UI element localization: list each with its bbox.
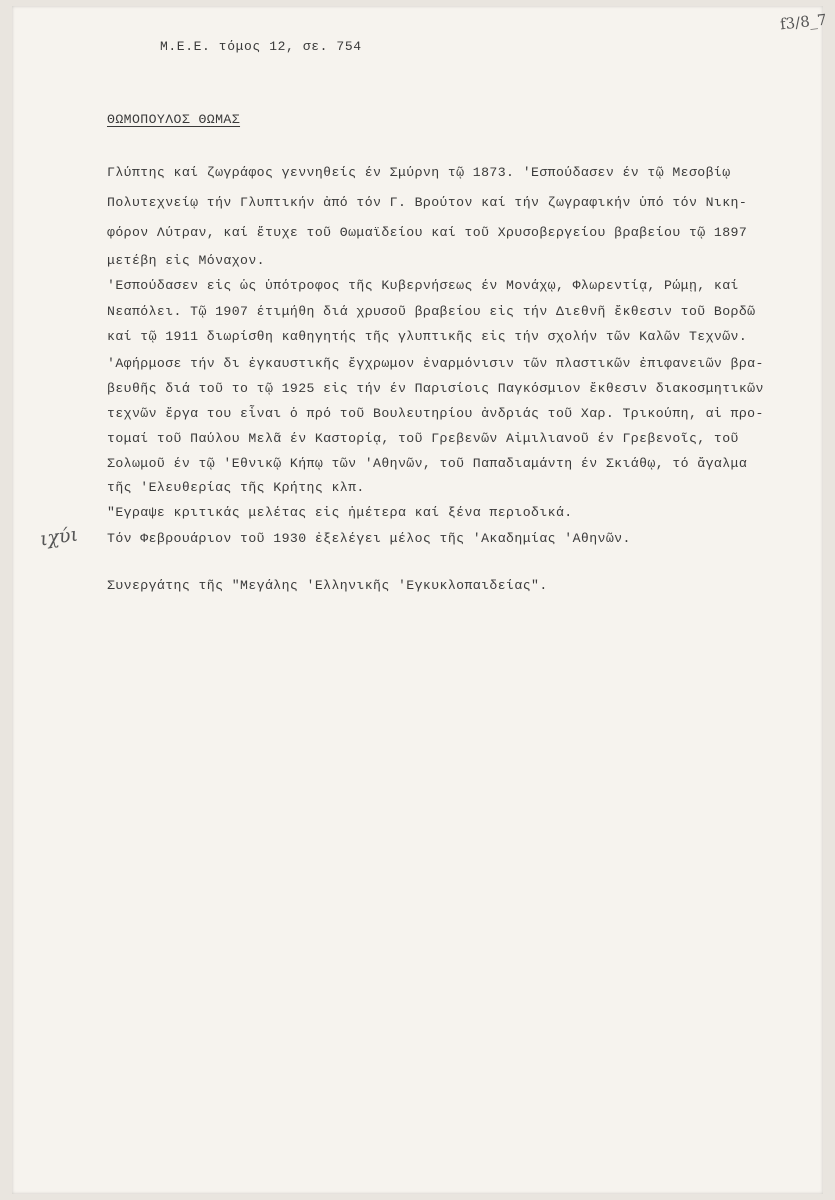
body-line: καί τῷ 1911 διωρίσθη καθηγητής τῆς γλυπτικῆς εἰς τήν σχολήν τῶν Καλῶν Τεχνῶν. bbox=[107, 329, 748, 344]
entry-title: ΘΩΜΟΠΟΥΛΟΣ ΘΩΜΑΣ bbox=[107, 112, 241, 127]
body-line: 'Αφήρμοσε τήν δι ἐγκαυστικῆς ἔγχρωμον ἐναρμόνισιν τῶν πλαστικῶν ἐπιφανειῶν βρα- bbox=[107, 356, 764, 371]
document-page bbox=[12, 6, 828, 1194]
body-line: τῆς 'Ελευθερίας τῆς Κρήτης κλπ. bbox=[107, 480, 365, 495]
body-line: 'Εσπούδασεν εἰς ὡς ὑπότροφος τῆς Κυβερνήσεως έν Μονάχῳ, Φλωρεντίᾳ, Ρώμῃ, καί bbox=[107, 278, 739, 293]
contributor-note: Συνεργάτης τῆς "Μεγάλης 'Ελληνικῆς 'Εγκυκλοπαιδείας". bbox=[107, 578, 548, 593]
body-line: Γλύπτης καί ζωγράφος γεννηθείς έν Σμύρνη τῷ 1873. 'Εσπούδασεν έν τῷ Μεσοβίῳ bbox=[107, 165, 731, 180]
body-line: "Εγραψε κριτικάς μελέτας εἰς ἡμέτερα καί ξένα περιοδικά. bbox=[107, 505, 573, 520]
body-line: τεχνῶν ἔργα του εἶναι ὁ πρό τοῦ Βουλευτηρίου ἀνδριάς τοῦ Χαρ. Τρικούπη, αἱ προ- bbox=[107, 406, 764, 421]
margin-note: ιχύι bbox=[38, 523, 80, 551]
body-line: μετέβη εἰς Μόναχον. bbox=[107, 253, 265, 268]
body-line: φόρον Λύτραν, καί ἔτυχε τοῦ Θωμαϊδείου καί τοῦ Χρυσοβεργείου βραβείου τῷ 1897 bbox=[107, 225, 748, 240]
volume-reference: Μ.Ε.Ε. τόμος 12, σε. 754 bbox=[160, 39, 362, 54]
body-line: βευθῆς διά τοῦ το τῷ 1925 εἰς τήν έν Παρισίοις Παγκόσμιον ἔκθεσιν διακοσμητικῶν bbox=[107, 381, 764, 396]
body-line: Νεαπόλει. Τῷ 1907 έτιμήθη διά χρυσοῦ βραβείου εἰς τήν Διεθνῆ ἔκθεσιν τοῦ Βορδῶ bbox=[107, 304, 756, 319]
body-line: Σολωμοῦ έν τῷ 'Εθνικῷ Κήπῳ τῶν 'Αθηνῶν, τοῦ Παπαδιαμάντη έν Σκιάθῳ, τό ἄγαλμα bbox=[107, 456, 748, 471]
body-line: τομαί τοῦ Παύλου Μελᾶ έν Καστορίᾳ, τοῦ Γρεβενῶν Αἰμιλιανοῦ έν Γρεβενοῖς, τοῦ bbox=[107, 431, 739, 446]
archive-note: f3/8_7 bbox=[779, 10, 828, 34]
body-line: Πολυτεχνείῳ τήν Γλυπτικήν ἀπό τόν Γ. Βρούτον καί τήν ζωγραφικήν ὑπό τόν Νικη- bbox=[107, 195, 748, 210]
body-line: Τόν Φεβρουάριον τοῦ 1930 ἐξελέγει μέλος τῆς 'Ακαδημίας 'Αθηνῶν. bbox=[107, 531, 631, 546]
